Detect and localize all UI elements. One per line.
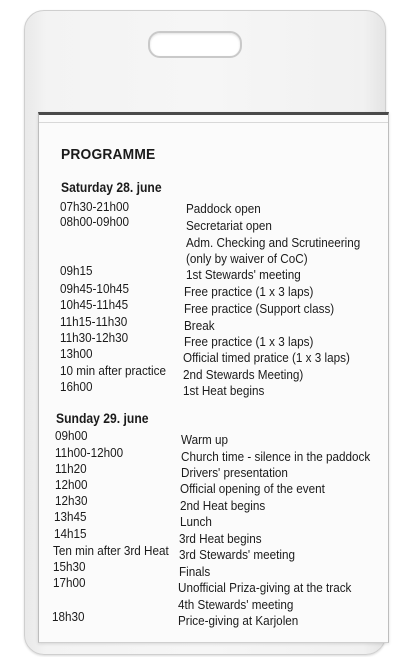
event-cell: Finals [179, 564, 211, 579]
time-cell: 14h15 [54, 526, 87, 541]
event-cell: Free practice (1 x 3 laps) [184, 334, 314, 349]
time-cell: 10h45-11h45 [60, 297, 129, 312]
event-cell: Break [184, 318, 215, 333]
event-cell: 3rd Stewards' meeting [179, 547, 296, 562]
time-cell: 09h15 [60, 263, 93, 278]
event-cell: Free practice (Support class) [184, 301, 335, 316]
event-cell: Church time - silence in the paddock [181, 449, 371, 464]
day-heading-sunday: Sunday 29. june [56, 411, 149, 426]
time-cell: 13h45 [54, 509, 87, 524]
event-cell: Free practice (1 x 3 laps) [184, 284, 314, 299]
event-cell: Official timed pratice (1 x 3 laps) [183, 350, 350, 365]
event-cell: 1st Heat begins [183, 383, 265, 398]
event-cell: Official opening of the event [180, 481, 325, 496]
time-cell: 09h00 [55, 428, 88, 443]
time-cell: 13h00 [60, 346, 93, 361]
event-cell: Lunch [180, 514, 212, 529]
programme-title: PROGRAMME [61, 146, 156, 163]
event-cell: Price-giving at Karjolen [178, 613, 299, 628]
event-cell: Unofficial Priza-giving at the track [178, 580, 352, 595]
time-cell: 12h30 [55, 493, 88, 508]
time-cell: 18h30 [52, 609, 85, 624]
time-cell: 16h00 [60, 379, 93, 394]
time-cell: 07h30-21h00 [60, 199, 129, 214]
event-cell: Drivers' presentation [181, 465, 288, 480]
card-top-rule [39, 122, 388, 123]
event-cell: Secretariat open [186, 218, 272, 233]
day-heading-saturday: Saturday 28. june [61, 180, 162, 195]
event-cell: (only by waiver of CoC) [186, 251, 308, 266]
time-cell: 17h00 [53, 575, 86, 590]
event-cell: 1st Stewards' meeting [186, 267, 301, 282]
event-cell: 3rd Heat begins [179, 531, 262, 546]
event-cell: 4th Stewards' meeting [178, 597, 294, 612]
time-cell: 10 min after practice [60, 363, 167, 378]
time-cell: 09h45-10h45 [60, 281, 129, 296]
time-cell: 11h00-12h00 [55, 445, 124, 460]
time-cell: 11h15-11h30 [60, 314, 128, 329]
lanyard-slot [148, 31, 242, 58]
event-cell: Adm. Checking and Scrutineering [186, 235, 361, 250]
time-cell: 11h30-12h30 [60, 330, 129, 345]
time-cell: 15h30 [53, 559, 86, 574]
time-cell: Ten min after 3rd Heat [53, 543, 169, 558]
time-cell: 12h00 [55, 477, 88, 492]
event-cell: Warm up [181, 432, 229, 447]
time-cell: 08h00-09h00 [60, 214, 129, 229]
event-cell: 2nd Heat begins [180, 498, 266, 513]
event-cell: Paddock open [186, 201, 261, 216]
event-cell: 2nd Stewards Meeting) [183, 367, 304, 382]
time-cell: 11h20 [55, 461, 87, 476]
